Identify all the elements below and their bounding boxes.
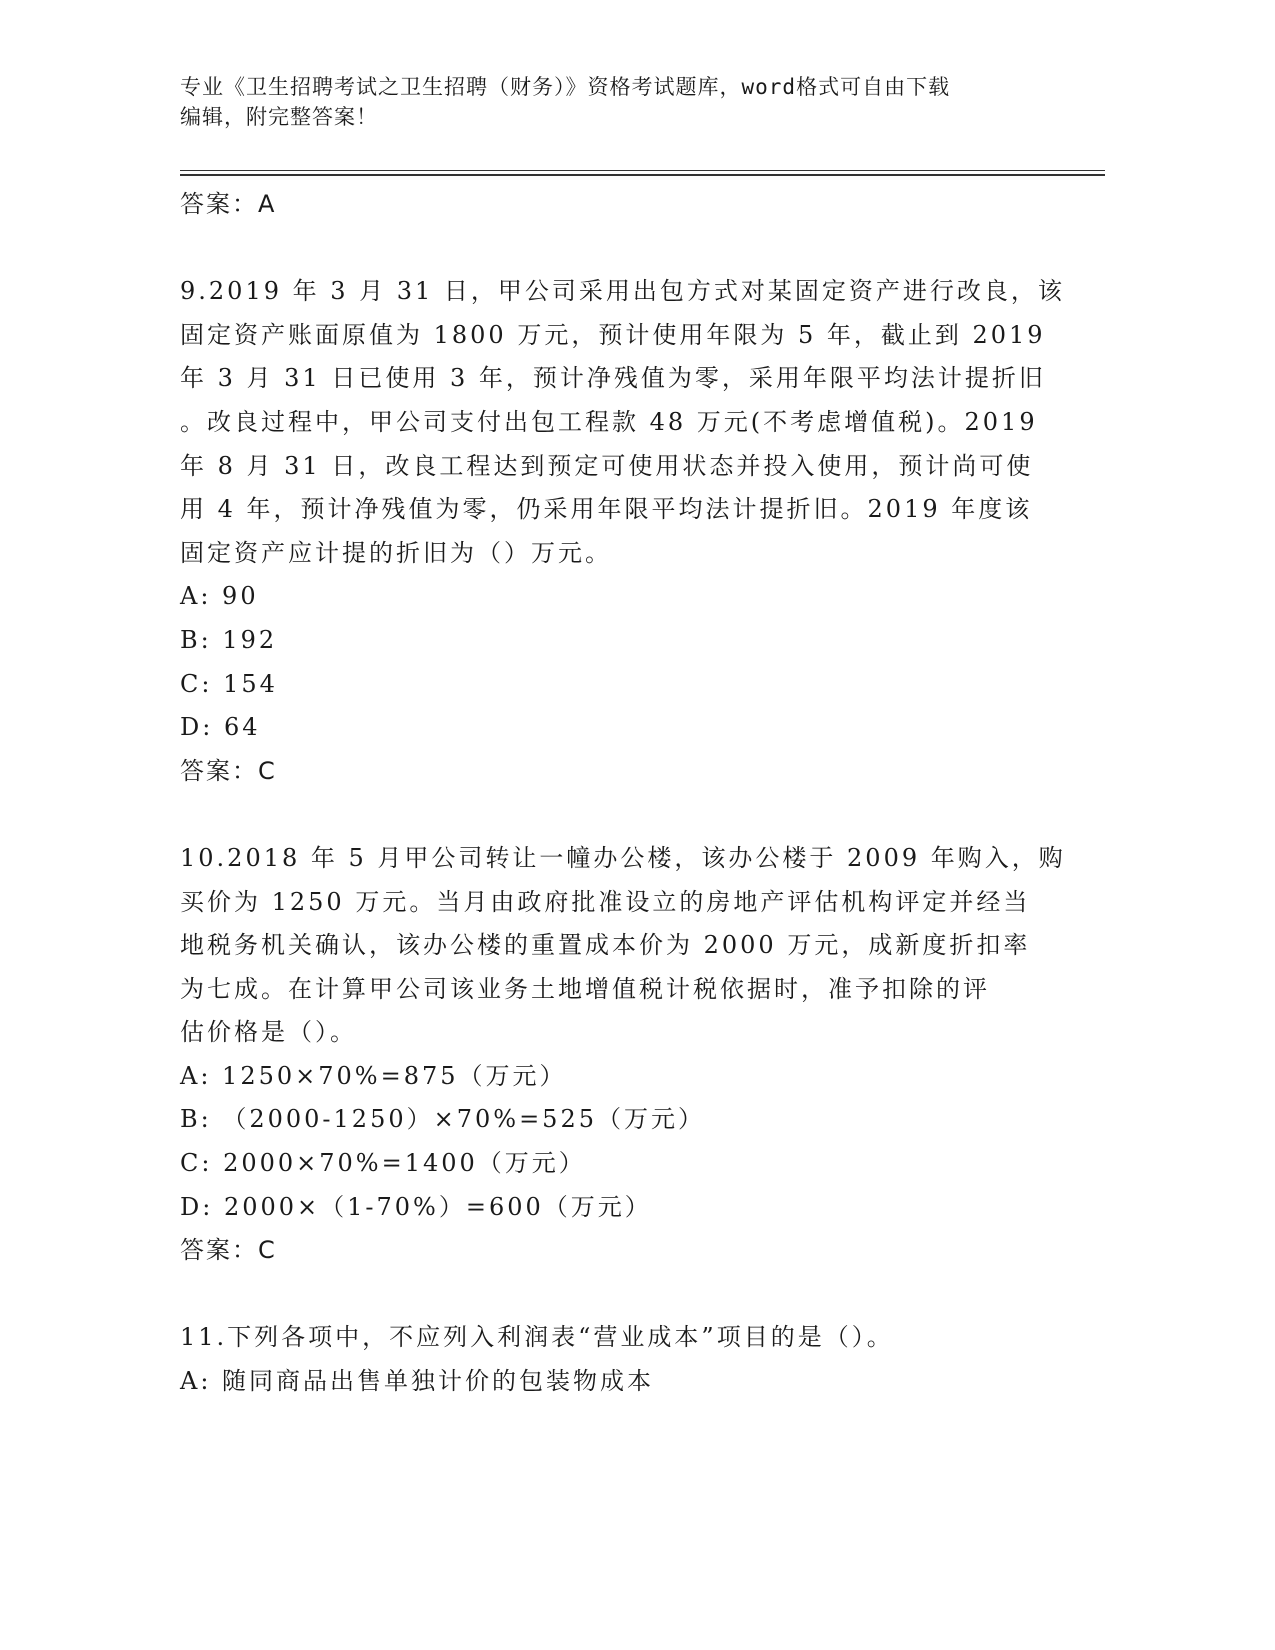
spacer <box>180 1273 1040 1317</box>
answer: 答案：C <box>180 756 277 785</box>
spacer <box>180 227 1040 271</box>
question-stem-line: 用 4 年，预计净残值为零，仍采用年限平均法计提折旧。2019 年度该 <box>180 495 1033 524</box>
option-a: A: 随同商品出售单独计价的包装物成本 <box>180 1367 655 1396</box>
option-c: C: 2000×70%=1400（万元） <box>180 1149 586 1178</box>
option-d: D: 2000×（1-70%）=600（万元） <box>180 1192 652 1221</box>
question-stem-line: 年 3 月 31 日已使用 3 年，预计净残值为零，采用年限平均法计提折旧 <box>180 364 1046 393</box>
question-stem-line: 10.2018 年 5 月甲公司转让一幢办公楼，该办公楼于 2009 年购入，购 <box>180 843 1066 872</box>
answer: 答案：C <box>180 1236 277 1265</box>
question-stem-line: 年 8 月 31 日，改良工程达到预定可使用状态并投入使用，预计尚可使 <box>180 451 1034 480</box>
question-content <box>180 183 1066 1404</box>
option-a: A: 1250×70%=875（万元） <box>180 1061 567 1090</box>
header-line-2: 编辑，附完整答案！ <box>180 105 378 129</box>
option-b: B: （2000-1250）×70%=525（万元） <box>180 1105 705 1134</box>
page-header <box>180 72 1040 132</box>
question-stem-line: 11.下列各项中，不应列入利润表“营业成本”项目的是（）。 <box>180 1323 894 1352</box>
spacer <box>180 793 1040 837</box>
header-line-1: 专业《卫生招聘考试之卫生招聘（财务）》资格考试题库，word格式可自由下载 <box>180 75 951 99</box>
question-stem-line: 买价为 1250 万元。当月由政府批准设立的房地产评估机构评定并经当 <box>180 887 1031 916</box>
question-10 <box>180 837 1066 1273</box>
question-stem-line: 固定资产应计提的折旧为（）万元。 <box>180 538 612 567</box>
question-stem-line: 9.2019 年 3 月 31 日，甲公司采用出包方式对某固定资产进行改良，该 <box>180 277 1065 306</box>
question-stem-line: 。改良过程中，甲公司支付出包工程款 48 万元(不考虑增值税)。2019 <box>180 407 1038 436</box>
question-9 <box>180 270 1065 793</box>
question-stem-line: 固定资产账面原值为 1800 万元，预计使用年限为 5 年，截止到 2019 <box>180 320 1046 349</box>
option-d: D: 64 <box>180 713 261 742</box>
question-stem-line: 地税务机关确认，该办公楼的重置成本价为 2000 万元，成新度折扣率 <box>180 931 1031 960</box>
option-c: C: 154 <box>180 669 278 698</box>
previous-answer: 答案：A <box>180 190 277 218</box>
option-b: B: 192 <box>180 625 278 654</box>
header-divider <box>180 170 1105 176</box>
question-stem-line: 估价格是（）。 <box>180 1018 357 1047</box>
question-11 <box>180 1316 1040 1403</box>
question-stem-line: 为七成。在计算甲公司该业务土地增值税计税依据时，准予扣除的评 <box>180 974 990 1003</box>
option-a: A: 90 <box>180 582 259 611</box>
